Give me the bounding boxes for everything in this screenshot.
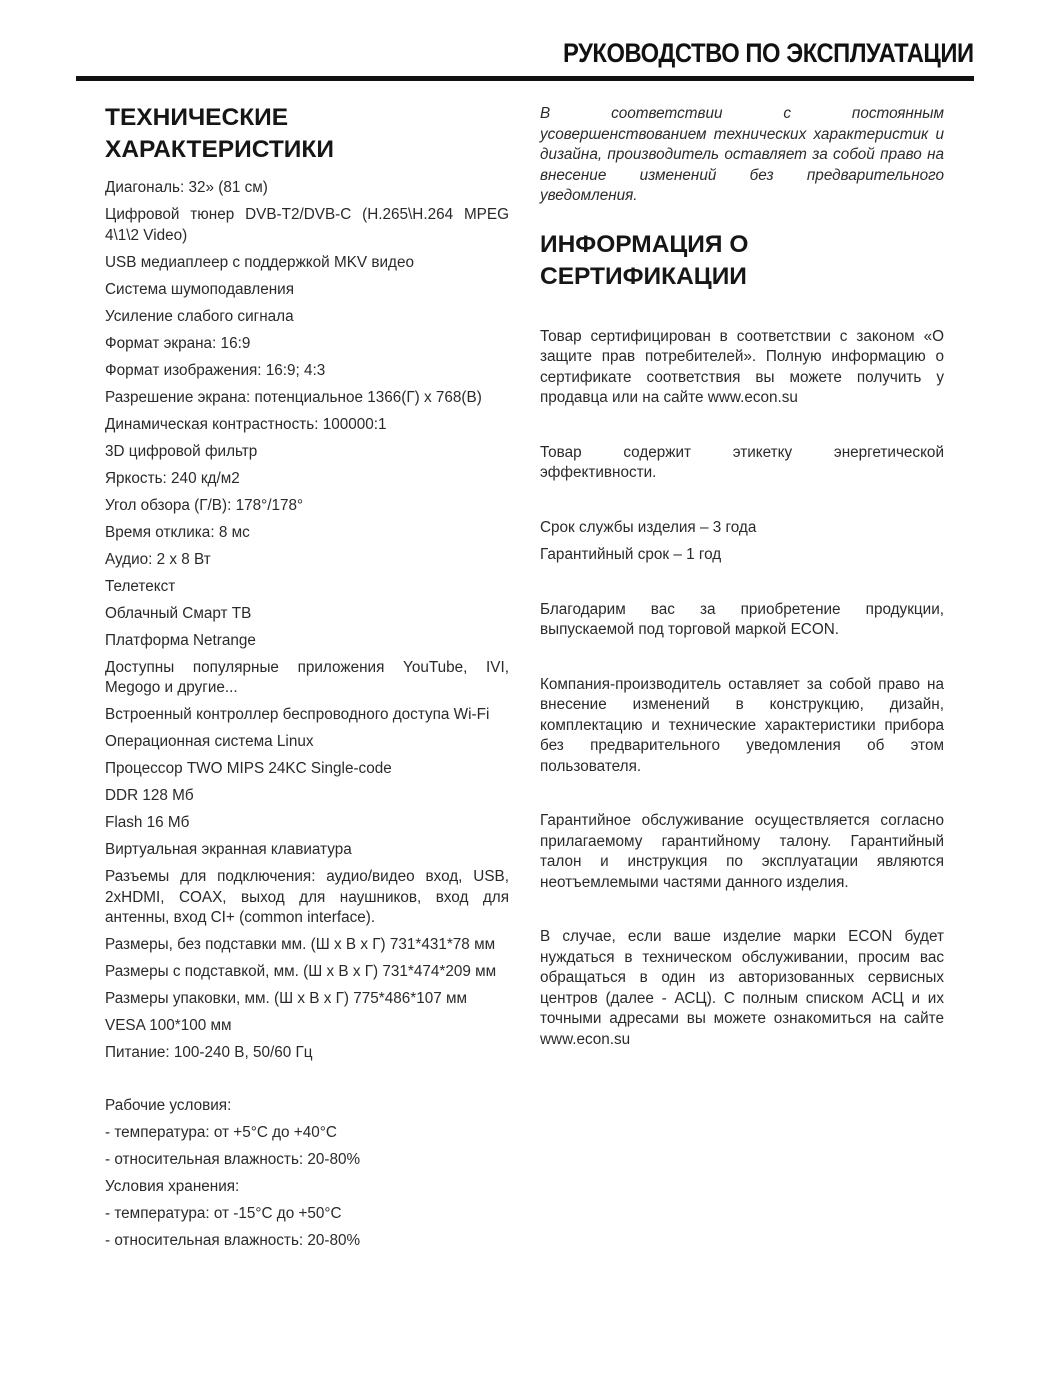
condition-item: - относительная влажность: 20-80%: [105, 1151, 361, 1168]
spec-item: Процессор TWO MIPS 24KC Single-code: [105, 760, 392, 777]
spec-item: USB медиаплеер с поддержкой MKV видео: [105, 253, 414, 271]
spec-list: [105, 178, 509, 1252]
spec-item: Облачный Смарт ТВ: [105, 604, 252, 622]
spec-item: VESA 100*100 мм: [105, 1017, 232, 1034]
spec-item: Flash 16 Мб: [105, 814, 190, 831]
spec-item: Платформа Netrange: [105, 631, 256, 649]
spec-item: Размеры упаковки, мм. (Ш х В х Г) 775*486*107 мм: [105, 990, 468, 1007]
info-column: [540, 104, 944, 1050]
spec-item: Цифровой тюнер DVB-T2/DVB-C (H.265\H.264 MPEG 4\1\2 Video): [105, 206, 509, 244]
spec-item: Диагональ: 32» (81 см): [105, 179, 268, 196]
specs-title: [105, 102, 509, 166]
spec-item: Разъемы для подключения: аудио/видео вход, USB, 2xHDMI, COAX, выход для наушников, вход для антенны, вход CI+ (common interface).: [105, 868, 509, 926]
condition-item: - относительная влажность: 20-80%: [105, 1232, 361, 1249]
specs-column: [105, 102, 509, 1258]
condition-item: Рабочие условия:: [105, 1097, 232, 1114]
spec-item: Доступны популярные приложения YouTube, IVI, Megogo и другие...: [105, 658, 509, 696]
energy-label-paragraph: Товар содержит этикетку энергетической эффективности.: [540, 443, 944, 481]
condition-item: - температура: от -15°С до +50°С: [105, 1205, 342, 1222]
spec-item: Виртуальная экранная клавиатура: [105, 841, 352, 858]
spec-item: Операционная система Linux: [105, 733, 314, 750]
spec-item: Время отклика: 8 мс: [105, 523, 250, 541]
page-header-title: РУКОВОДСТВО ПО ЭКСПЛУАТАЦИИ: [563, 38, 974, 68]
cert-title-line2: СЕРТИФИКАЦИИ: [540, 262, 747, 290]
warranty-period-text: Гарантийный срок – 1 год: [540, 546, 722, 563]
condition-item: Условия хранения:: [105, 1178, 240, 1195]
cert-title: [540, 229, 944, 293]
manufacturer-rights-paragraph: Компания-производитель оставляет за собой право на внесение изменений в конструкцию, дизайн, комплектацию и технические характеристики прибора без предварительного уведомления об этом пользователя.: [540, 675, 944, 775]
warranty-service-paragraph: Гарантийное обслуживание осуществляется согласно прилагаемому гарантийному талону. Гарантийный талон и инструкция по эксплуатации являются неотъемлемыми частями данного изделия.: [540, 812, 944, 891]
spec-item: Аудио: 2 х 8 Вт: [105, 550, 211, 568]
spec-item: Угол обзора (Г/В): 178°/178°: [105, 496, 304, 514]
specs-title-line1: ТЕХНИЧЕСКИЕ: [105, 104, 289, 131]
cert-paragraph: Товар сертифицирован в соответствии с законом «О защите прав потребителей». Полную информацию о сертификате соответствия вы можете получить у продавца или на сайте www.econ.su: [540, 327, 944, 406]
spec-item: Питание: 100-240 В, 50/60 Гц: [105, 1044, 313, 1061]
thanks-paragraph: Благодарим вас за приобретение продукции, выпускаемой под торговой маркой ECON.: [540, 600, 944, 638]
spec-item: Размеры с подставкой, мм. (Ш х В х Г) 731*474*209 мм: [105, 963, 497, 980]
service-life-text: Срок службы изделия – 3 года: [540, 518, 757, 536]
spec-item: Система шумоподавления: [105, 280, 294, 298]
spec-item: DDR 128 Мб: [105, 787, 194, 804]
improvement-note: В соответствии с постоянным усовершенствованием технических характеристик и дизайна, производитель оставляет за собой право на внесение изменений без предварительного уведомления.: [540, 105, 944, 204]
specs-title-line2: ХАРАКТЕРИСТИКИ: [105, 136, 334, 163]
spec-item: Размеры, без подставки мм. (Ш х В х Г) 731*431*78 мм: [105, 936, 496, 953]
spec-item: Динамическая контрастность: 100000:1: [105, 415, 387, 433]
spec-item: Яркость: 240 кд/м2: [105, 469, 240, 487]
header-rule: [76, 76, 974, 81]
cert-title-line1: ИНФОРМАЦИЯ О: [540, 230, 749, 258]
spec-item: Усиление слабого сигнала: [105, 307, 294, 325]
spec-item: Телетекст: [105, 577, 176, 595]
spec-item: Разрешение экрана: потенциальное 1366(Г) x 768(В): [105, 388, 482, 406]
spec-gap: [105, 1070, 509, 1096]
spec-item: Формат экрана: 16:9: [105, 334, 251, 352]
spec-item: Формат изображения: 16:9; 4:3: [105, 361, 326, 379]
spec-item: Встроенный контроллер беспроводного доступа Wi-Fi: [105, 706, 490, 723]
condition-item: - температура: от +5°С до +40°С: [105, 1124, 337, 1141]
spec-item: 3D цифровой фильтр: [105, 442, 258, 460]
page-header: [76, 38, 974, 82]
service-centers-paragraph: В случае, если ваше изделие марки ECON будет нуждаться в техническом обслуживании, просим вас обращаться в один из авторизованных сервисных центров (далее - АСЦ). С полным списком АСЦ и их точными адресами вы можете ознакомиться на сайте www.econ.su: [540, 928, 944, 1048]
